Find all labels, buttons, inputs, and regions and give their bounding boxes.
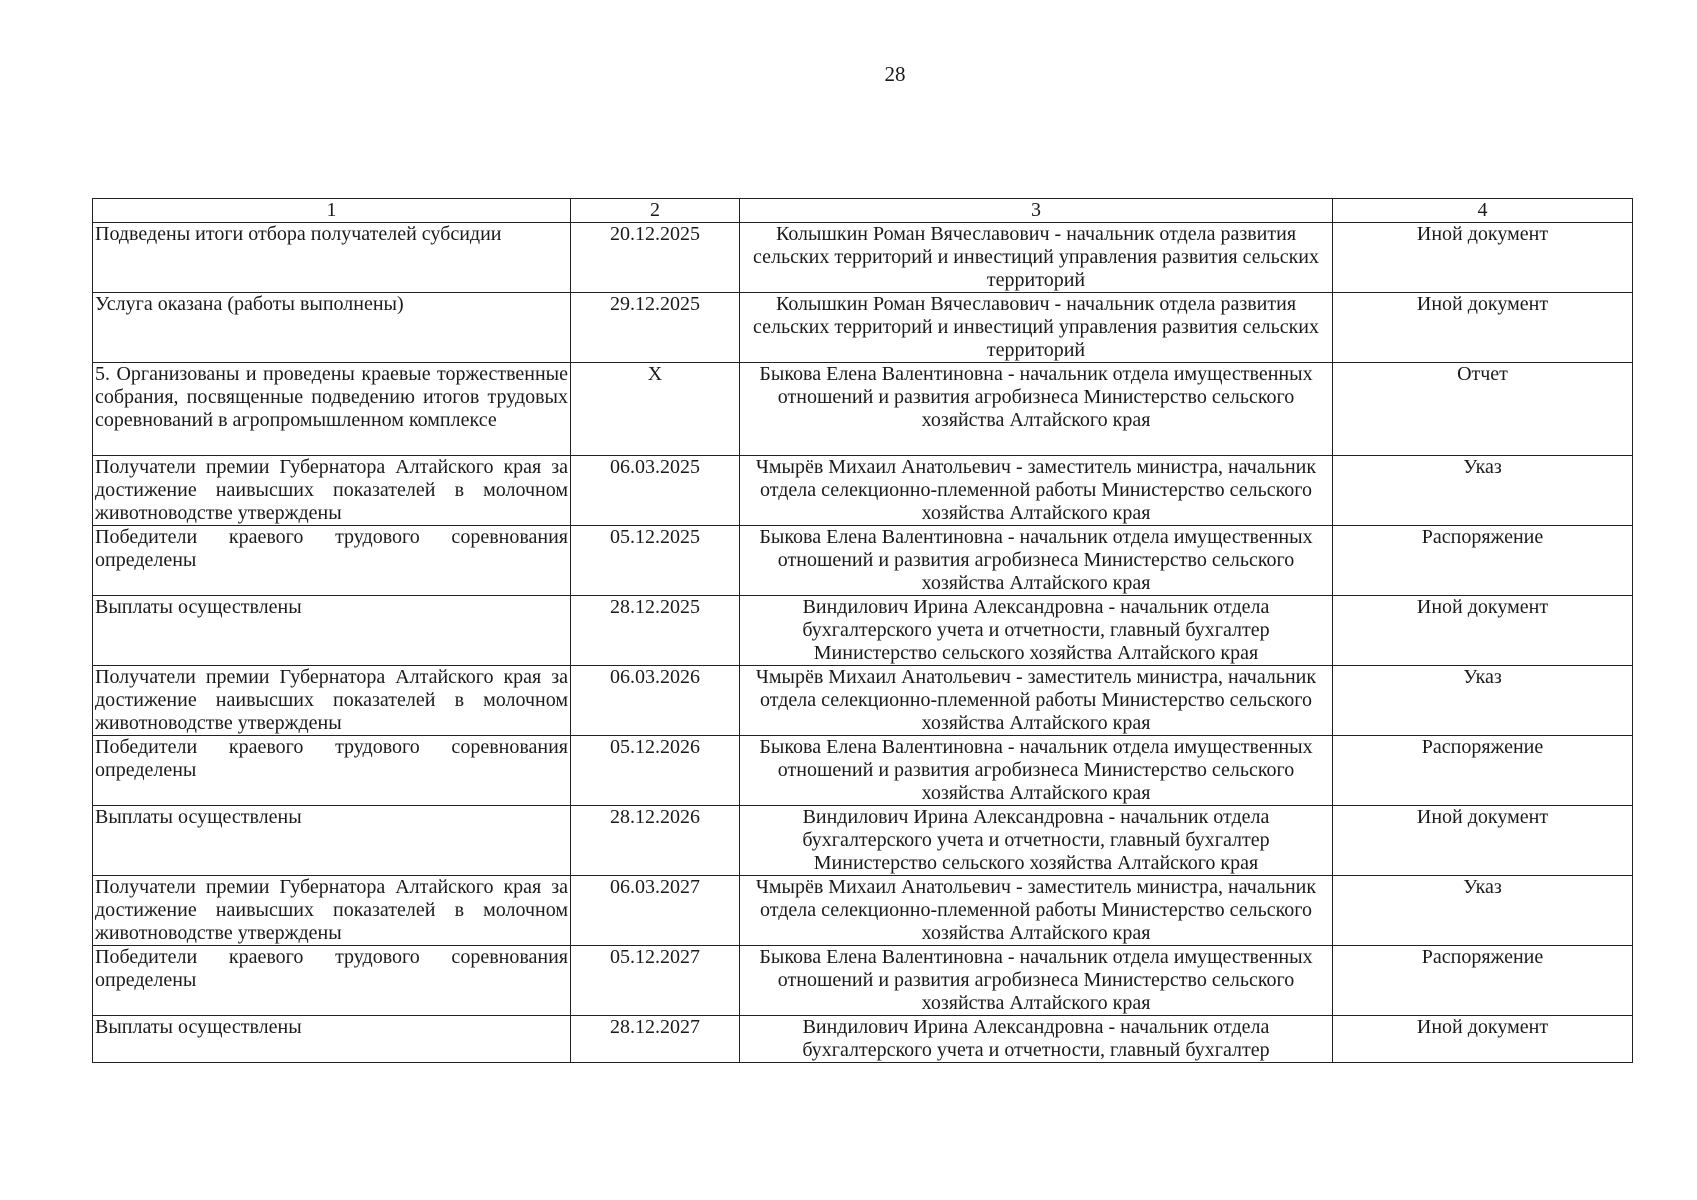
- table-row: [93, 1016, 1633, 1063]
- column-header: 2: [571, 199, 740, 223]
- document-type-cell: Распоряжение: [1333, 946, 1633, 1016]
- table-row: [93, 456, 1633, 526]
- table-row: [93, 946, 1633, 1016]
- document-type-cell: Отчет: [1333, 363, 1633, 456]
- date-cell: Х: [571, 363, 740, 456]
- responsible-cell: Виндилович Ирина Александровна - начальник отдела бухгалтерского учета и отчетности, главный бухгалтер Министерство сельского хозяйства Алтайского края: [740, 596, 1333, 666]
- table-row: [93, 666, 1633, 736]
- responsible-cell: Быкова Елена Валентиновна - начальник отдела имущественных отношений и развития агробизнеса Министерство сельского хозяйства Алтайского края: [740, 363, 1333, 456]
- document-type-cell: Указ: [1333, 456, 1633, 526]
- document-type-cell: Иной документ: [1333, 1016, 1633, 1063]
- table-row: [93, 293, 1633, 363]
- document-type-cell: Указ: [1333, 666, 1633, 736]
- date-cell: 05.12.2026: [571, 736, 740, 806]
- responsible-cell: Колышкин Роман Вячеславович - начальник отдела развития сельских территорий и инвестиций управления развития сельских территорий: [740, 223, 1333, 293]
- table-header-row: [93, 199, 1633, 223]
- document-type-cell: Иной документ: [1333, 806, 1633, 876]
- column-header: 3: [740, 199, 1333, 223]
- event-cell: Выплаты осуществлены: [93, 806, 571, 876]
- event-cell: Выплаты осуществлены: [93, 1016, 571, 1063]
- responsible-cell: Быкова Елена Валентиновна - начальник отдела имущественных отношений и развития агробизнеса Министерство сельского хозяйства Алтайского края: [740, 736, 1333, 806]
- document-type-cell: Иной документ: [1333, 596, 1633, 666]
- document-type-cell: Указ: [1333, 876, 1633, 946]
- column-header: 4: [1333, 199, 1633, 223]
- responsible-cell: Виндилович Ирина Александровна - начальник отдела бухгалтерского учета и отчетности, главный бухгалтер Министерство сельского хозяйства Алтайского края: [740, 806, 1333, 876]
- date-cell: 28.12.2027: [571, 1016, 740, 1063]
- event-cell: 5. Организованы и проведены краевые торжественные собрания, посвященные подведению итогов трудовых соревнований в агропромышленном комплексе: [93, 363, 571, 456]
- date-cell: 05.12.2025: [571, 526, 740, 596]
- responsible-cell: Быкова Елена Валентиновна - начальник отдела имущественных отношений и развития агробизнеса Министерство сельского хозяйства Алтайского края: [740, 946, 1333, 1016]
- plan-table: [92, 198, 1633, 1063]
- event-cell: Победители краевого трудового соревнования определены: [93, 946, 571, 1016]
- date-cell: 28.12.2026: [571, 806, 740, 876]
- responsible-cell: Чмырёв Михаил Анатольевич - заместитель министра, начальник отдела селекционно-племенной работы Министерство сельского хозяйства Алтайского края: [740, 666, 1333, 736]
- table-row: [93, 876, 1633, 946]
- date-cell: 20.12.2025: [571, 223, 740, 293]
- event-cell: Победители краевого трудового соревнования определены: [93, 526, 571, 596]
- event-cell: Победители краевого трудового соревнования определены: [93, 736, 571, 806]
- document-type-cell: Распоряжение: [1333, 736, 1633, 806]
- column-header: 1: [93, 199, 571, 223]
- event-cell: Получатели премии Губернатора Алтайского края за достижение наивысших показателей в молочном животноводстве утверждены: [93, 876, 571, 946]
- table-row: [93, 526, 1633, 596]
- date-cell: 06.03.2026: [571, 666, 740, 736]
- date-cell: 06.03.2027: [571, 876, 740, 946]
- responsible-cell: Быкова Елена Валентиновна - начальник отдела имущественных отношений и развития агробизнеса Министерство сельского хозяйства Алтайского края: [740, 526, 1333, 596]
- document-type-cell: Распоряжение: [1333, 526, 1633, 596]
- document-type-cell: Иной документ: [1333, 293, 1633, 363]
- table-row: [93, 806, 1633, 876]
- table-row: [93, 223, 1633, 293]
- event-cell: Получатели премии Губернатора Алтайского края за достижение наивысших показателей в молочном животноводстве утверждены: [93, 666, 571, 736]
- table-row: [93, 736, 1633, 806]
- document-type-cell: Иной документ: [1333, 223, 1633, 293]
- date-cell: 05.12.2027: [571, 946, 740, 1016]
- table-row: [93, 596, 1633, 666]
- responsible-cell: Виндилович Ирина Александровна - начальник отдела бухгалтерского учета и отчетности, главный бухгалтер: [740, 1016, 1333, 1063]
- date-cell: 28.12.2025: [571, 596, 740, 666]
- event-cell: Выплаты осуществлены: [93, 596, 571, 666]
- table-row: [93, 363, 1633, 456]
- event-cell: Получатели премии Губернатора Алтайского края за достижение наивысших показателей в молочном животноводстве утверждены: [93, 456, 571, 526]
- responsible-cell: Чмырёв Михаил Анатольевич - заместитель министра, начальник отдела селекционно-племенной работы Министерство сельского хозяйства Алтайского края: [740, 456, 1333, 526]
- event-cell: Подведены итоги отбора получателей субсидии: [93, 223, 571, 293]
- date-cell: 06.03.2025: [571, 456, 740, 526]
- page-number: 28: [884, 62, 906, 86]
- event-cell: Услуга оказана (работы выполнены): [93, 293, 571, 363]
- date-cell: 29.12.2025: [571, 293, 740, 363]
- responsible-cell: Чмырёв Михаил Анатольевич - заместитель министра, начальник отдела селекционно-племенной работы Министерство сельского хозяйства Алтайского края: [740, 876, 1333, 946]
- responsible-cell: Колышкин Роман Вячеславович - начальник отдела развития сельских территорий и инвестиций управления развития сельских территорий: [740, 293, 1333, 363]
